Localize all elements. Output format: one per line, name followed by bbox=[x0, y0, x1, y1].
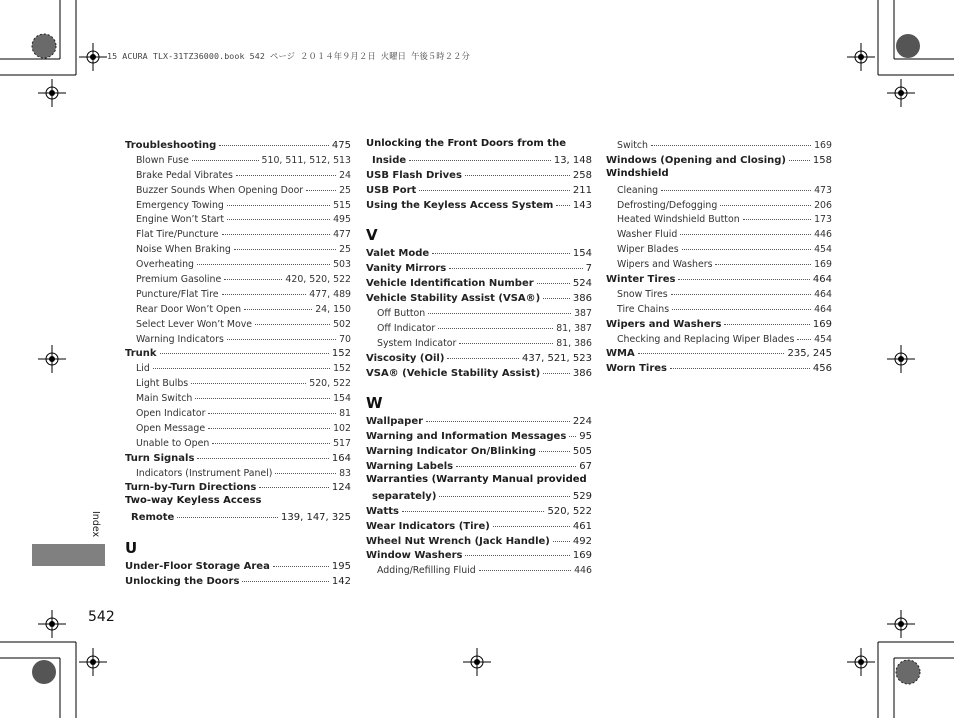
index-subentry bbox=[125, 256, 351, 271]
index-entry bbox=[366, 350, 592, 365]
entry-term: Emergency Towing bbox=[136, 199, 224, 211]
dot-leader bbox=[465, 547, 569, 556]
entry-page-numbers: 464 bbox=[812, 274, 832, 286]
entry-term: Premium Gasoline bbox=[136, 274, 222, 286]
entry-page-numbers: 386 bbox=[572, 367, 592, 379]
entry-term: Engine Won’t Start bbox=[136, 214, 225, 226]
entry-page-numbers: 124 bbox=[331, 482, 351, 494]
index-subentry bbox=[606, 226, 832, 241]
dot-leader bbox=[234, 241, 336, 250]
index-entry bbox=[366, 167, 592, 182]
dot-leader bbox=[651, 137, 811, 146]
index-entry bbox=[606, 271, 832, 286]
entry-term: Warning Labels bbox=[366, 461, 454, 473]
dot-leader bbox=[192, 152, 259, 161]
dot-leader bbox=[191, 375, 306, 384]
index-subentry bbox=[125, 152, 351, 167]
section-letter: V bbox=[366, 226, 378, 245]
entry-page-numbers: 505 bbox=[572, 446, 592, 458]
index-entry bbox=[125, 494, 351, 509]
entry-term: System Indicator bbox=[377, 337, 457, 349]
index-subentry bbox=[606, 211, 832, 226]
dot-leader bbox=[236, 167, 336, 176]
entry-term: Valet Mode bbox=[366, 248, 430, 260]
entry-page-numbers: 517 bbox=[333, 437, 351, 449]
index-entry bbox=[366, 533, 592, 548]
index-entry bbox=[125, 450, 351, 465]
entry-term: Cleaning bbox=[617, 184, 659, 196]
dot-leader bbox=[160, 345, 329, 354]
starburst-patch-icon bbox=[896, 660, 920, 684]
index-subentry bbox=[125, 286, 351, 301]
index-subentry bbox=[125, 241, 351, 256]
entry-term: Window Washers bbox=[366, 550, 463, 562]
entry-page-numbers: 81, 386 bbox=[556, 337, 592, 349]
registration-target-icon bbox=[887, 79, 915, 107]
entry-page-numbers: 67 bbox=[579, 461, 592, 473]
dot-leader bbox=[493, 518, 570, 527]
index-subentry bbox=[606, 256, 832, 271]
entry-term: separately) bbox=[372, 490, 437, 502]
entry-term: Winter Tires bbox=[606, 274, 676, 286]
entry-term: Worn Tires bbox=[606, 363, 667, 375]
dot-leader bbox=[212, 435, 330, 444]
entry-term: Wipers and Washers bbox=[606, 318, 722, 330]
entry-term: Turn Signals bbox=[125, 452, 195, 464]
index-subentry bbox=[125, 360, 351, 375]
entry-term: VSA® (Vehicle Stability Assist) bbox=[366, 367, 541, 379]
entry-page-numbers: 169 bbox=[812, 318, 832, 330]
index-entry bbox=[125, 509, 351, 524]
entry-page-numbers: 420, 520, 522 bbox=[285, 274, 351, 286]
dot-leader bbox=[678, 271, 809, 280]
entry-term: Wear Indicators (Tire) bbox=[366, 520, 490, 532]
dot-leader bbox=[428, 305, 571, 314]
entry-page-numbers: 461 bbox=[572, 520, 592, 532]
entry-page-numbers: 158 bbox=[812, 154, 832, 166]
index-subentry bbox=[125, 465, 351, 480]
index-entry bbox=[366, 547, 592, 562]
entry-page-numbers: 154 bbox=[333, 393, 351, 405]
index-subentry bbox=[125, 331, 351, 346]
index-entry bbox=[366, 518, 592, 533]
index-subentry bbox=[606, 241, 832, 256]
dot-leader bbox=[402, 503, 545, 512]
index-entry bbox=[366, 152, 592, 167]
entry-page-numbers: 81 bbox=[339, 408, 351, 420]
dot-leader bbox=[197, 256, 330, 265]
entry-page-numbers: 164 bbox=[331, 452, 351, 464]
entry-page-numbers: 520, 522 bbox=[547, 505, 592, 517]
entry-page-numbers: 24, 150 bbox=[315, 303, 351, 315]
side-tab-label: Index bbox=[90, 511, 101, 538]
index-subentry bbox=[366, 320, 592, 335]
entry-term: Watts bbox=[366, 505, 399, 517]
section-letter: W bbox=[366, 394, 383, 413]
index-subentry bbox=[125, 182, 351, 197]
registration-target-icon bbox=[847, 648, 875, 676]
entry-page-numbers: 446 bbox=[574, 565, 592, 577]
index-subentry bbox=[606, 301, 832, 316]
entry-term: Washer Fluid bbox=[617, 229, 678, 241]
entry-term: Warning Indicators bbox=[136, 333, 224, 345]
entry-page-numbers: 492 bbox=[572, 535, 592, 547]
index-entry bbox=[366, 182, 592, 197]
index-subentry bbox=[125, 390, 351, 405]
entry-page-numbers: 169 bbox=[814, 140, 832, 151]
dot-leader bbox=[672, 301, 811, 310]
entry-page-numbers: 464 bbox=[814, 303, 832, 315]
solid-patch-icon bbox=[896, 34, 920, 58]
index-subentry bbox=[606, 137, 832, 152]
dot-leader bbox=[275, 465, 336, 474]
index-entry bbox=[366, 137, 592, 152]
dot-leader bbox=[224, 271, 282, 280]
entry-page-numbers: 102 bbox=[333, 422, 351, 434]
entry-term: Adding/Refilling Fluid bbox=[377, 565, 476, 577]
entry-term: Wiper Blades bbox=[617, 244, 679, 256]
index-subentry bbox=[366, 335, 592, 350]
dot-leader bbox=[682, 241, 811, 250]
entry-term: Defrosting/Defogging bbox=[617, 199, 718, 211]
entry-term: Using the Keyless Access System bbox=[366, 199, 554, 211]
dot-leader bbox=[242, 573, 329, 582]
dot-leader bbox=[569, 428, 576, 437]
dot-leader bbox=[153, 360, 330, 369]
entry-term: Lid bbox=[136, 363, 150, 375]
index-column-2 bbox=[366, 137, 592, 577]
entry-term: Under-Floor Storage Area bbox=[125, 561, 270, 573]
dot-leader bbox=[227, 197, 330, 206]
entry-page-numbers: 142 bbox=[331, 576, 351, 588]
entry-page-numbers: 529 bbox=[572, 490, 592, 502]
entry-term: Inside bbox=[372, 154, 407, 166]
entry-page-numbers: 154 bbox=[572, 248, 592, 260]
index-entry bbox=[606, 316, 832, 331]
entry-term: USB Flash Drives bbox=[366, 169, 462, 181]
entry-page-numbers: 169 bbox=[572, 550, 592, 562]
index-entry bbox=[606, 167, 832, 182]
entry-term: Off Indicator bbox=[377, 322, 436, 334]
index-subentry bbox=[606, 182, 832, 197]
entry-page-numbers: 456 bbox=[812, 363, 832, 375]
print-header: 15 ACURA TLX-31TZ36000.book 542 ページ ２０１４年９月２日 火曜日 午後５時２２分 bbox=[107, 51, 470, 61]
index-entry bbox=[606, 152, 832, 167]
entry-term: Vehicle Identification Number bbox=[366, 278, 534, 290]
index-entry bbox=[366, 365, 592, 380]
index-column-1 bbox=[125, 137, 351, 588]
index-entry bbox=[125, 137, 351, 152]
index-entry bbox=[366, 290, 592, 305]
index-subentry bbox=[366, 562, 592, 577]
entry-term: Trunk bbox=[125, 348, 157, 360]
dot-leader bbox=[419, 182, 570, 191]
registration-target-icon bbox=[463, 648, 491, 676]
entry-term: Warning and Information Messages bbox=[366, 431, 567, 443]
registration-target-icon bbox=[79, 43, 107, 71]
entry-term: Snow Tires bbox=[617, 288, 668, 300]
dot-leader bbox=[219, 137, 329, 146]
index-subentry bbox=[125, 375, 351, 390]
entry-page-numbers: 169 bbox=[814, 259, 832, 271]
index-entry bbox=[366, 488, 592, 503]
entry-term: Off Button bbox=[377, 308, 426, 320]
entry-term: Main Switch bbox=[136, 393, 193, 405]
index-subentry bbox=[366, 305, 592, 320]
index-entry bbox=[366, 275, 592, 290]
entry-page-numbers: 7 bbox=[585, 263, 592, 275]
dot-leader bbox=[208, 420, 330, 429]
entry-term: Tire Chains bbox=[617, 303, 670, 315]
entry-term: Light Bulbs bbox=[136, 378, 189, 390]
dot-leader bbox=[789, 152, 810, 161]
entry-term: Open Message bbox=[136, 422, 206, 434]
entry-page-numbers: 224 bbox=[572, 416, 592, 428]
dot-leader bbox=[459, 335, 553, 344]
entry-term: Rear Door Won’t Open bbox=[136, 303, 242, 315]
registration-target-icon bbox=[38, 79, 66, 107]
dot-leader bbox=[438, 320, 553, 329]
dot-leader bbox=[227, 331, 336, 340]
index-entry bbox=[125, 558, 351, 573]
index-entry bbox=[366, 245, 592, 260]
entry-page-numbers: 503 bbox=[333, 259, 351, 271]
index-subentry bbox=[606, 197, 832, 212]
entry-term: Wallpaper bbox=[366, 416, 424, 428]
entry-page-numbers: 510, 511, 512, 513 bbox=[261, 154, 351, 166]
entry-page-numbers: 81, 387 bbox=[556, 322, 592, 334]
starburst-patch-icon bbox=[32, 34, 56, 58]
entry-page-numbers: 13, 148 bbox=[553, 154, 592, 166]
entry-page-numbers: 437, 521, 523 bbox=[522, 352, 592, 364]
index-entry bbox=[366, 260, 592, 275]
index-entry bbox=[366, 443, 592, 458]
entry-term: Wipers and Washers bbox=[617, 259, 713, 271]
solid-patch-icon bbox=[32, 660, 56, 684]
index-entry bbox=[366, 503, 592, 518]
registration-target-icon bbox=[887, 610, 915, 638]
entry-page-numbers: 454 bbox=[814, 244, 832, 256]
index-entry bbox=[366, 413, 592, 428]
entry-page-numbers: 95 bbox=[579, 431, 592, 443]
entry-term: Heated Windshield Button bbox=[617, 214, 740, 226]
entry-term: Buzzer Sounds When Opening Door bbox=[136, 184, 304, 196]
entry-page-numbers: 152 bbox=[333, 363, 351, 375]
dot-leader bbox=[539, 443, 570, 452]
dot-leader bbox=[449, 260, 582, 269]
entry-page-numbers: 475 bbox=[331, 140, 351, 151]
dot-leader bbox=[255, 316, 330, 325]
dot-leader bbox=[259, 479, 329, 488]
index-entry bbox=[125, 573, 351, 588]
entry-term: Warning Indicator On/Blinking bbox=[366, 446, 537, 458]
entry-term: Remote bbox=[131, 512, 175, 524]
entry-page-numbers: 446 bbox=[814, 229, 832, 241]
entry-page-numbers: 495 bbox=[333, 214, 351, 226]
page-number: 542 bbox=[88, 609, 115, 625]
index-subentry bbox=[125, 167, 351, 182]
entry-page-numbers: 235, 245 bbox=[787, 348, 832, 360]
dot-leader bbox=[447, 350, 519, 359]
entry-term: Vanity Mirrors bbox=[366, 263, 447, 275]
entry-term: WMA bbox=[606, 348, 635, 360]
entry-term: Unable to Open bbox=[136, 437, 210, 449]
entry-page-numbers: 520, 522 bbox=[309, 378, 351, 390]
entry-term: Windows (Opening and Closing) bbox=[606, 154, 786, 166]
dot-leader bbox=[543, 290, 570, 299]
index-subentry bbox=[125, 435, 351, 450]
dot-leader bbox=[227, 211, 330, 220]
entry-page-numbers: 70 bbox=[339, 333, 351, 345]
dot-leader bbox=[680, 226, 811, 235]
registration-target-icon bbox=[847, 43, 875, 71]
entry-term: Flat Tire/Puncture bbox=[136, 229, 219, 241]
entry-term: Overheating bbox=[136, 259, 195, 271]
entry-page-numbers: 464 bbox=[814, 288, 832, 300]
dot-leader bbox=[306, 182, 336, 191]
entry-term: Noise When Braking bbox=[136, 244, 231, 256]
entry-term: Open Indicator bbox=[136, 408, 206, 420]
entry-term: Warranties (Warranty Manual provided bbox=[366, 474, 587, 486]
index-entry bbox=[125, 479, 351, 494]
registration-target-icon bbox=[79, 648, 107, 676]
index-subentry bbox=[125, 316, 351, 331]
entry-page-numbers: 387 bbox=[574, 308, 592, 320]
dot-leader bbox=[724, 316, 809, 325]
entry-term: Checking and Replacing Wiper Blades bbox=[617, 333, 795, 345]
entry-term: Vehicle Stability Assist (VSA®) bbox=[366, 293, 541, 305]
index-entry bbox=[366, 197, 592, 212]
entry-term: USB Port bbox=[366, 184, 417, 196]
dot-leader bbox=[670, 360, 810, 369]
dot-leader bbox=[743, 211, 811, 220]
dot-leader bbox=[543, 365, 570, 374]
section-tab bbox=[32, 544, 105, 566]
index-subentry bbox=[125, 197, 351, 212]
entry-page-numbers: 211 bbox=[572, 184, 592, 196]
index-entry bbox=[366, 473, 592, 488]
entry-term: Wheel Nut Wrench (Jack Handle) bbox=[366, 535, 550, 547]
entry-term: Puncture/Flat Tire bbox=[136, 288, 219, 300]
entry-page-numbers: 173 bbox=[814, 214, 832, 226]
dot-leader bbox=[553, 533, 570, 542]
dot-leader bbox=[537, 275, 570, 284]
entry-term: Two-way Keyless Access bbox=[125, 495, 262, 507]
index-entry bbox=[606, 360, 832, 375]
index-subentry bbox=[125, 271, 351, 286]
entry-page-numbers: 143 bbox=[572, 199, 592, 211]
dot-leader bbox=[797, 331, 811, 340]
entry-page-numbers: 454 bbox=[814, 333, 832, 345]
entry-term: Viscosity (Oil) bbox=[366, 352, 445, 364]
dot-leader bbox=[638, 345, 785, 354]
dot-leader bbox=[439, 488, 570, 497]
entry-term: Turn-by-Turn Directions bbox=[125, 482, 257, 494]
index-subentry bbox=[125, 301, 351, 316]
dot-leader bbox=[222, 286, 307, 295]
dot-leader bbox=[409, 152, 551, 161]
entry-term: Brake Pedal Vibrates bbox=[136, 169, 233, 181]
entry-page-numbers: 152 bbox=[331, 348, 351, 360]
dot-leader bbox=[556, 197, 570, 206]
index-entry bbox=[606, 345, 832, 360]
dot-leader bbox=[456, 458, 576, 467]
entry-page-numbers: 139, 147, 325 bbox=[281, 512, 351, 524]
dot-leader bbox=[661, 182, 811, 191]
registration-target-icon bbox=[887, 345, 915, 373]
entry-page-numbers: 502 bbox=[333, 318, 351, 330]
dot-leader bbox=[195, 390, 330, 399]
entry-page-numbers: 258 bbox=[572, 169, 592, 181]
entry-page-numbers: 25 bbox=[339, 244, 351, 256]
index-subentry bbox=[125, 211, 351, 226]
index-entry bbox=[366, 458, 592, 473]
entry-page-numbers: 83 bbox=[339, 467, 351, 479]
index-subentry bbox=[125, 420, 351, 435]
entry-page-numbers: 473 bbox=[814, 184, 832, 196]
entry-term: Blown Fuse bbox=[136, 154, 189, 166]
entry-page-numbers: 195 bbox=[331, 561, 351, 573]
dot-leader bbox=[177, 509, 278, 518]
dot-leader bbox=[720, 197, 811, 206]
dot-leader bbox=[222, 226, 331, 235]
index-subentry bbox=[606, 331, 832, 346]
index-subentry bbox=[606, 286, 832, 301]
dot-leader bbox=[671, 286, 811, 295]
dot-leader bbox=[479, 562, 571, 571]
entry-page-numbers: 524 bbox=[572, 278, 592, 290]
entry-page-numbers: 477, 489 bbox=[309, 288, 351, 300]
entry-term: Switch bbox=[617, 140, 648, 151]
entry-term: Select Lever Won’t Move bbox=[136, 318, 253, 330]
entry-page-numbers: 24 bbox=[339, 169, 351, 181]
entry-page-numbers: 515 bbox=[333, 199, 351, 211]
index-subentry bbox=[125, 226, 351, 241]
index-subentry bbox=[125, 405, 351, 420]
section-letter: U bbox=[125, 539, 138, 558]
index-entry bbox=[366, 428, 592, 443]
index-entry bbox=[125, 345, 351, 360]
registration-target-icon bbox=[38, 345, 66, 373]
dot-leader bbox=[273, 558, 329, 567]
dot-leader bbox=[208, 405, 336, 414]
dot-leader bbox=[432, 245, 570, 254]
entry-term: Unlocking the Front Doors from the bbox=[366, 138, 566, 149]
dot-leader bbox=[197, 450, 328, 459]
registration-target-icon bbox=[38, 610, 66, 638]
entry-page-numbers: 386 bbox=[572, 293, 592, 305]
index-column-3 bbox=[606, 137, 832, 375]
entry-term: Windshield bbox=[606, 167, 669, 179]
entry-term: Troubleshooting bbox=[125, 140, 217, 151]
entry-page-numbers: 477 bbox=[333, 229, 351, 241]
dot-leader bbox=[465, 167, 570, 176]
dot-leader bbox=[426, 413, 570, 422]
entry-page-numbers: 206 bbox=[814, 199, 832, 211]
dot-leader bbox=[244, 301, 312, 310]
entry-page-numbers: 25 bbox=[339, 184, 351, 196]
dot-leader bbox=[715, 256, 811, 265]
entry-term: Unlocking the Doors bbox=[125, 576, 240, 588]
entry-term: Indicators (Instrument Panel) bbox=[136, 467, 273, 479]
